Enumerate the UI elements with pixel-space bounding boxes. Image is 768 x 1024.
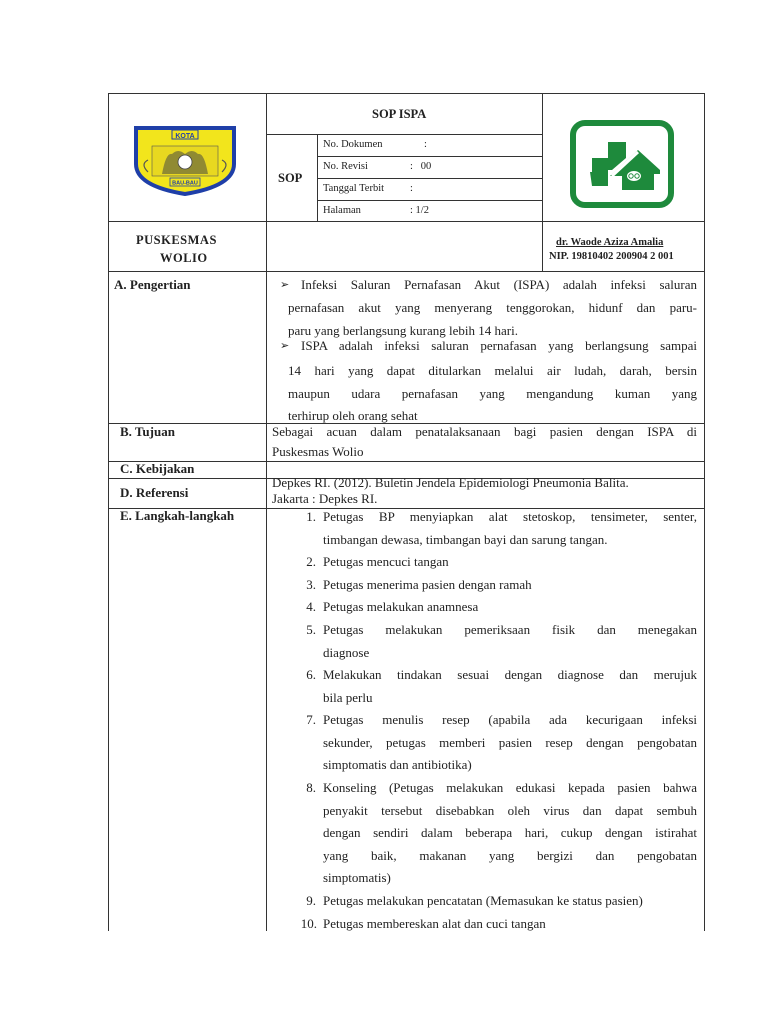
step-text-line: penyakit tersebut disebabkan oleh virus dan dapat sembuh <box>323 802 697 818</box>
step-text-line: Petugas membereskan alat dan cuci tangan <box>323 916 546 931</box>
step-text-line: dengan sendiri dalam beberapa hari, cukup dengan istirahat <box>323 825 697 840</box>
step-item <box>323 506 697 551</box>
crest-top-text: KOTA <box>175 133 195 140</box>
pengertian-line: paru yang berlangsung kurang lebih 14 hari. <box>288 323 518 338</box>
step-item <box>323 777 697 890</box>
step-text-line: simptomatis) <box>323 870 391 885</box>
step-number: 2. <box>306 554 316 569</box>
step-text-line: sekunder, petugas memberi pasien resep dengan pengobatan <box>323 734 697 750</box>
step-item <box>323 619 697 664</box>
city-crest-logo <box>132 124 238 196</box>
signer-nip: NIP. 19810402 200904 2 001 <box>549 251 674 262</box>
row-divider-tujuan <box>108 461 705 462</box>
step-text-line: simptomatis dan antibiotika) <box>323 757 472 772</box>
tujuan-line: Sebagai acuan dalam penatalaksanaan bagi pasien dengan ISPA di <box>272 424 697 439</box>
step-text-line: Petugas BP menyiapkan alat stetoskop, tensimeter, senter, <box>323 509 697 524</box>
step-text-line: timbangan dewasa, timbangan bayi dan sarung tangan. <box>323 531 608 547</box>
section-label-pengertian: A. Pengertian <box>114 277 191 292</box>
field-label-no-dokumen: No. Dokumen <box>323 139 383 150</box>
crest-bottom-text: BAU-BAU <box>172 180 198 187</box>
field-value-tanggal-terbit: : <box>410 183 413 194</box>
step-number: 8. <box>306 780 316 795</box>
section-label-kebijakan: C. Kebijakan <box>120 461 195 476</box>
step-text-line: Petugas menerima pasien dengan ramah <box>323 577 532 592</box>
bullet-arrow-icon: ➢ <box>280 279 290 291</box>
referensi-line: Jakarta : Depkes RI. <box>272 491 378 506</box>
step-item <box>323 596 697 619</box>
table-border-top <box>108 93 705 94</box>
tujuan-line: Puskesmas Wolio <box>272 444 364 459</box>
section-label-tujuan: B. Tujuan <box>120 424 175 439</box>
section-label-referensi: D. Referensi <box>120 485 189 500</box>
puskesmas-logo <box>570 120 674 208</box>
step-text-line: diagnose <box>323 644 370 660</box>
header-logo-divider <box>542 93 543 271</box>
step-item <box>323 913 697 936</box>
org-name-line2: WOLIO <box>160 251 208 265</box>
header-bottom-divider <box>108 271 705 272</box>
table-border-left <box>108 93 109 931</box>
step-number: 10. <box>300 916 317 931</box>
step-number: 4. <box>306 599 316 614</box>
referensi-line: Depkes RI. (2012). Buletin Jendela Epidemiologi Pneumonia Balita. <box>272 475 629 490</box>
step-text-line: Petugas melakukan pemeriksaan fisik dan menegakan <box>323 622 697 637</box>
step-text-line: Melakukan tindakan sesuai dengan diagnose dan merujuk <box>323 667 697 682</box>
step-text-line: yang baik, makanan yang bergizi dan pengobatan <box>323 847 697 863</box>
step-text-line: bila perlu <box>323 689 373 705</box>
field-label-tanggal-terbit: Tanggal Terbit <box>323 183 385 194</box>
column-divider <box>266 93 267 931</box>
step-text-line: Konseling (Petugas melakukan edukasi kepada pasien bahwa <box>323 780 697 795</box>
step-item <box>323 890 697 913</box>
section-label-langkah: E. Langkah-langkah <box>120 508 235 523</box>
sop-label: SOP <box>278 171 303 185</box>
org-name-line1: PUSKESMAS <box>136 233 217 247</box>
field-label-no-revisi: No. Revisi <box>323 161 368 172</box>
step-text-line: Petugas mencuci tangan <box>323 554 449 569</box>
pengertian-line: Infeksi Saluran Pernafasan Akut (ISPA) adalah infeksi saluran <box>301 277 697 292</box>
step-text-line: Petugas menulis resep (apabila ada kecurigaan infeksi <box>323 712 697 727</box>
pengertian-line: ISPA adalah infeksi saluran pernafasan yang berlangsung sampai <box>301 338 697 353</box>
step-item <box>323 574 697 597</box>
step-text-line: Petugas melakukan anamnesa <box>323 599 479 614</box>
header-row-divider <box>108 221 705 222</box>
field-value-no-dokumen: : <box>424 139 427 150</box>
document-title: SOP ISPA <box>372 107 427 121</box>
step-item <box>323 664 697 709</box>
bullet-arrow-icon: ➢ <box>280 340 290 352</box>
title-row-divider <box>266 134 543 135</box>
step-number: 3. <box>306 577 316 592</box>
field-value-halaman: : 1/2 <box>410 205 429 216</box>
pengertian-line: maupun udara pernafasan yang mengandung kuman yang <box>288 386 697 401</box>
step-number: 6. <box>306 667 316 682</box>
field-label-halaman: Halaman <box>323 205 361 216</box>
step-number: 7. <box>306 712 316 727</box>
signer-name: dr. Waode Aziza Amalia <box>556 237 664 248</box>
step-number: 5. <box>306 622 316 637</box>
step-item <box>323 551 697 574</box>
pengertian-line: terhirup oleh orang sehat <box>288 408 418 423</box>
table-border-right <box>704 93 705 931</box>
field-value-no-revisi: : 00 <box>410 161 432 172</box>
step-item <box>323 709 697 777</box>
step-number: 9. <box>306 893 316 908</box>
step-text-line: Petugas melakukan pencatatan (Memasukan ke status pasien) <box>323 893 643 908</box>
step-number: 1. <box>306 509 316 524</box>
pengertian-line: 14 hari yang dapat ditularkan melalui air ludah, darah, bersin <box>288 363 697 378</box>
pengertian-line: pernafasan akut yang menyerang tenggorokan, hidunf dan paru- <box>288 300 697 315</box>
